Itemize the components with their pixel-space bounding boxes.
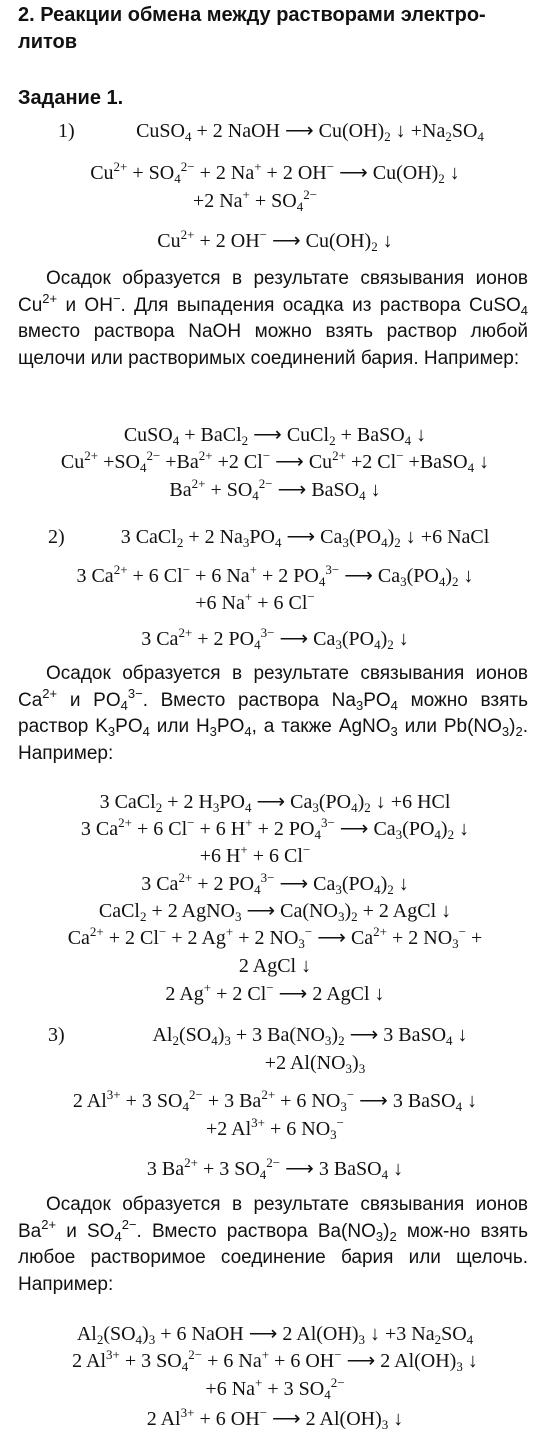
part2-example2-ionic-a: $Ca^{2+} + 2$ Cl− + 2 Ag+ + 2 $NO_3^-$ ⟶ $Ca^{2+} + 2$ $NO_3^-$ + bbox=[67, 924, 483, 951]
part3-example-ionic-b: +6 Na+ + 3 $SO_4^{2-}$ bbox=[205, 1375, 345, 1402]
part1-example-molecular: CuSO$_4$ + BaCl$_2$ ⟶ CuCl$_2$ + BaSO$_4$ ↓ bbox=[123, 424, 427, 448]
part2-equation-short: 3 $Ca^{2+} + 2$ $PO_4^{3-}$ ⟶ $Ca_3(PO_4)_2$ ↓ bbox=[141, 625, 409, 652]
part2-example2-short: 2 Ag+ + 2 Cl− ⟶ 2 AgCl ↓ bbox=[165, 980, 385, 1005]
part2-equation-molecular: 3 CaCl$_2$ + 2 $Na_3PO_4$ ⟶ $Ca_3(PO_4)_2$ ↓ +6 NaCl bbox=[120, 526, 490, 550]
part3-number: 3) bbox=[48, 1024, 65, 1046]
part3-equation-molecular-a: $Al_2(SO_4)_3 + 3$ $Ba(NO_3)_2$ ⟶ 3 BaSO$_4$ ↓ bbox=[152, 1024, 468, 1048]
part2-equation-ionic-b: +6 Na+ + 6 Cl− bbox=[195, 589, 315, 614]
task-label-text: Задание 1. bbox=[18, 87, 124, 109]
part2-example1-ionic-a: 3 $Ca^{2+} + 6$ Cl− + 6 H+ + 2 $PO_4^{3-}$ ⟶ $Ca_3(PO_4)_2$ ↓ bbox=[80, 815, 470, 842]
part3-equation-ionic-a: 2 $Al^{3+} + 3$ $SO_4^{2-} + 3$ $Ba^{2+} + 6$ $NO_3^-$ ⟶ 3 BaSO$_4$ ↓ bbox=[72, 1087, 478, 1114]
part1-paragraph: Осадок образуется в результате связывания ионов $Cu^{2+}$ и OH−. Для выпадения осадка из раствора CuSO$_4$ вместо раствора NaOH можно взять раствор любой щелочи или растворимых соединений бария. Например: bbox=[18, 268, 528, 369]
part1-equation-ionic-a: $Cu^{2+} + SO_4^{2-} + 2$ Na+ + 2 OH− ⟶ $Cu(OH)_2$ ↓ bbox=[90, 159, 460, 186]
part2-equation-ionic-a: 3 $Ca^{2+} + 6$ Cl− + 6 Na+ + 2 $PO_4^{3-}$ ⟶ $Ca_3(PO_4)_2$ ↓ bbox=[76, 562, 474, 589]
part3-equation-short: 3 $Ba^{2+} + 3$ $SO_4^{2-}$ ⟶ 3 BaSO$_4$ ↓ bbox=[146, 1155, 404, 1182]
part2-example1-ionic-b: +6 H+ + 6 Cl− bbox=[199, 842, 311, 867]
part1-equation-molecular: CuSO$_4$ + 2 NaOH ⟶ $Cu(OH)_2$ ↓ $+Na_2SO_4$ bbox=[136, 120, 484, 144]
part1-equation-ionic-b: +2 $Na^+ + SO_4^{2-}$ bbox=[192, 187, 318, 214]
part3-example-ionic-a: 2 $Al^{3+} + 3$ $SO_4^{2-} + 6$ Na+ + 6 OH− ⟶ 2 $Al(OH)_3$ ↓ bbox=[72, 1347, 478, 1374]
part3-example-molecular: $Al_2(SO_4)_3 + 6$ NaOH ⟶ 2 $Al(OH)_3$ ↓ +3 $Na_2SO_4$ bbox=[76, 1323, 474, 1347]
part2-number: 2) bbox=[48, 526, 65, 548]
part1-equation-short: $Cu^{2+} + 2$ OH− ⟶ $Cu(OH)_2$ ↓ bbox=[157, 227, 393, 254]
part1-example-short: $Ba^{2+} + SO_4^{2-}$ ⟶ BaSO$_4$ ↓ bbox=[169, 476, 381, 503]
part2-example2-molecular: CaCl$_2$ + 2 AgNO$_3$ ⟶ $Ca(NO_3)_2 + 2$ AgCl ↓ bbox=[98, 900, 452, 924]
part2-example2-ionic-b: 2 AgCl ↓ bbox=[238, 955, 312, 977]
section-title-text: 2. Реакции обмена между растворами электро-литов bbox=[18, 4, 486, 53]
part3-equation-ionic-b: +2 $Al^{3+} + 6$ $NO_3^-$ bbox=[205, 1115, 345, 1142]
part3-equation-molecular-b: +2 $Al(NO_3)_3$ bbox=[264, 1052, 366, 1076]
part2-example1-short: 3 $Ca^{2+} + 2$ $PO_4^{3-}$ ⟶ $Ca_3(PO_4)_2$ ↓ bbox=[141, 870, 409, 897]
part2-paragraph: Осадок образуется в результате связывания ионов $Ca^{2+}$ и $PO_4^{3-}$. Вместо раствора $Na_3PO_4$ можно взять раствор $K_3PO_4$ или $H_3PO_4$, а также AgNO$_3$ или $Pb(NO_3)_2$. Например: bbox=[18, 663, 528, 764]
section-title bbox=[18, 2, 538, 56]
part1-number: 1) bbox=[58, 120, 75, 142]
part3-example-short: 2 $Al^{3+} + 6$ OH− ⟶ 2 $Al(OH)_3$ ↓ bbox=[146, 1405, 404, 1432]
part2-example1-molecular: 3 CaCl$_2$ + 2 $H_3PO_4$ ⟶ $Ca_3(PO_4)_2$ ↓ +6 HCl bbox=[99, 791, 451, 815]
part3-paragraph: Осадок образуется в результате связывания ионов $Ba^{2+}$ и $SO_4^{2-}$. Вместо раствора $Ba(NO_3)_2$ мож-но взять любое растворимое соединение бария или щелочь. Например: bbox=[18, 1194, 528, 1295]
part1-example-ionic: $Cu^{2+} +SO_4^{2-} +Ba^{2+} +2$ Cl− ⟶ $Cu^{2+} +2$ Cl− +BaSO$_4$ ↓ bbox=[60, 448, 490, 475]
task-label bbox=[18, 86, 123, 110]
